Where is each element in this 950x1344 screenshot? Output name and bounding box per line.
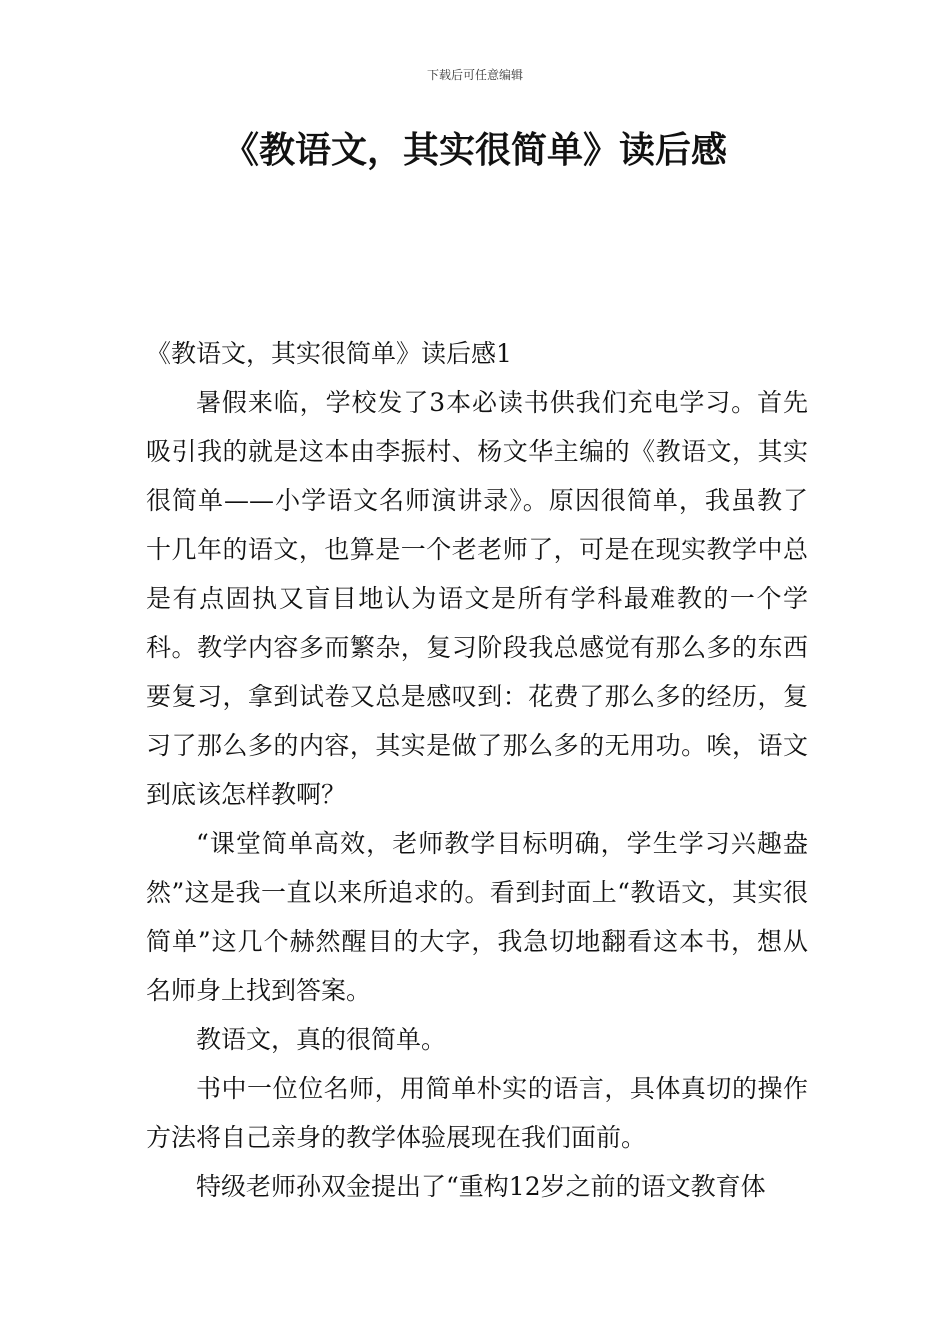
paragraph: 暑假来临，学校发了3本必读书供我们充电学习。首先吸引我的就是这本由李振村、杨文华主编的《教语文，其实很简单——小学语文名师演讲录》。原因很简单，我虽教了十几年的语文，也算是一个老老师了，可是在现实教学中总是有点固执又盲目地认为语文是所有学科最难教的一个学科。教学内容多而繁杂，复习阶段我总感觉有那么多的东西要复习，拿到试卷又总是感叹到：花费了那么多的经历，复习了那么多的内容，其实是做了那么多的无用功。唉，语文到底该怎样教啊？ [146, 388, 808, 809]
paragraph: “课堂简单高效，老师教学目标明确，学生学习兴趣盎然”这是我一直以来所追求的。看到封面上“教语文，其实很简单”这几个赫然醒目的大字，我急切地翻看这本书，想从名师身上找到答案。 [146, 829, 808, 1005]
paragraph: 特级老师孙双金提出了“重构12岁之前的语文教育体 [196, 1172, 766, 1201]
section-title: 《教语文，其实很简单》读后感1 [146, 339, 512, 368]
paragraph: 书中一位位名师，用简单朴实的语言，具体真切的操作方法将自己亲身的教学体验展现在我们面前。 [146, 1074, 808, 1152]
paragraph: 教语文，真的很简单。 [196, 1025, 447, 1054]
header-note: 下载后可任意编辑 [426, 68, 523, 82]
document-title: 《教语文，其实很简单》读后感 [222, 130, 727, 171]
document-body [146, 329, 808, 1211]
